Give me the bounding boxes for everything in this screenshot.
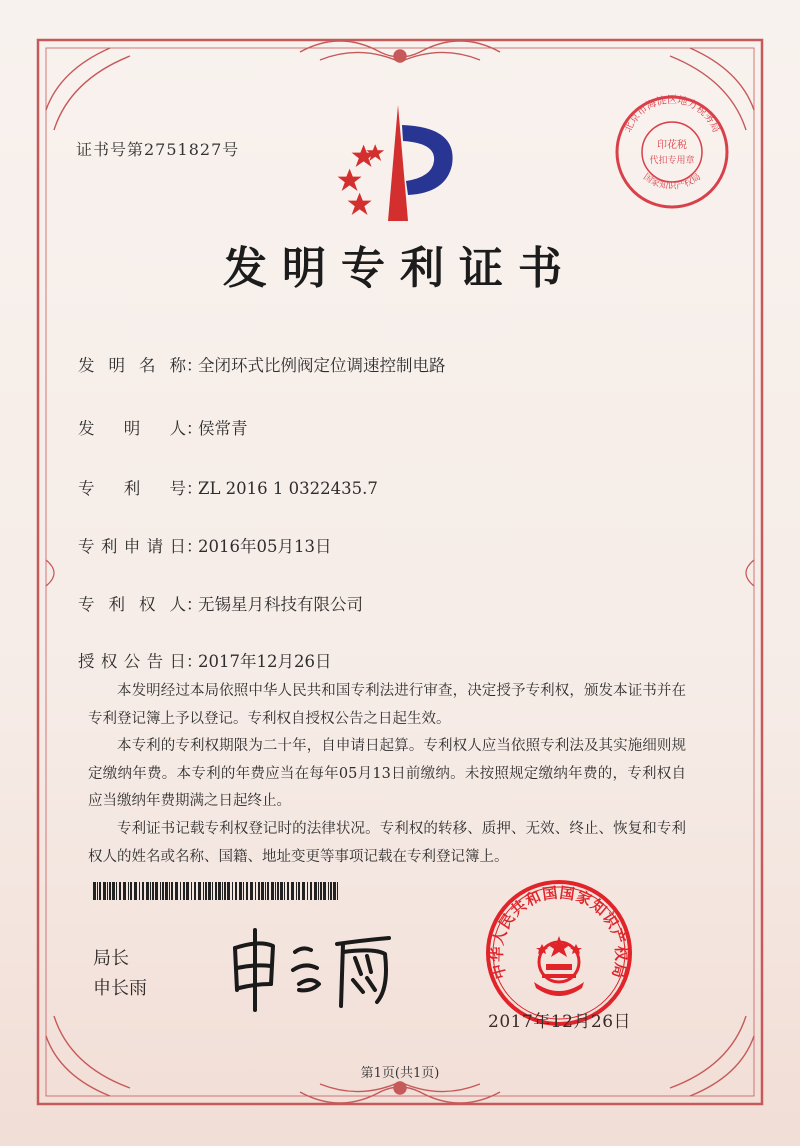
barcode-bar (186, 882, 189, 900)
barcode-bar (152, 882, 154, 900)
barcode-bar (314, 882, 317, 900)
barcode-bar (255, 882, 256, 900)
svg-text:北京市海淀区地方税务局 (622, 93, 722, 134)
field-label: 专利号 (78, 479, 186, 498)
field-application-date: 专利申请日：2016年05月13日 (78, 533, 331, 557)
barcode-bar (146, 882, 149, 900)
page-number: 第1页(共1页) (360, 1066, 440, 1081)
barcode-bar (267, 882, 269, 900)
barcode-bar (160, 882, 161, 900)
barcode-bar (227, 882, 230, 900)
barcode-bar (318, 882, 319, 900)
barcode-bar (265, 882, 266, 900)
barcode-bar (194, 882, 196, 900)
barcode-bar (175, 882, 178, 900)
barcode-bar (310, 882, 312, 900)
barcode-bar (128, 882, 129, 900)
barcode-bar (243, 882, 244, 900)
barcode-bar (169, 882, 170, 900)
barcode-bar (323, 882, 326, 900)
official-seal-icon (484, 878, 634, 1028)
tax-stamp-icon (612, 92, 732, 212)
barcode-bar (93, 882, 96, 900)
barcode-bar (198, 882, 201, 900)
barcode-bar (298, 882, 300, 900)
tax-stamp-inner-line2: 代扣专用章 (649, 156, 695, 166)
field-patent-number: 专利号：ZL 2016 1 0322435.7 (78, 475, 378, 499)
barcode-bar (296, 882, 297, 900)
barcode-bar (191, 882, 192, 900)
signatory-name: 申长雨 (93, 978, 147, 999)
barcode-bar (205, 882, 207, 900)
field-invention-name: 发明名称：全闭环式比例阀定位调速控制电路 (78, 352, 446, 376)
barcode-bar (302, 882, 305, 900)
tax-stamp-bottom-text: 国家知识产权局 (641, 172, 703, 192)
barcode-bar (99, 882, 101, 900)
barcode-bar (280, 882, 283, 900)
field-label: 发明名称 (78, 356, 186, 375)
barcode-bar (162, 882, 164, 900)
field-label: 授权公告日 (78, 652, 186, 671)
barcode-bar (150, 882, 151, 900)
barcode-bar (337, 882, 338, 900)
barcode-bar (218, 882, 221, 900)
barcode-bar (208, 882, 211, 900)
field-value: 2016年05月13日 (198, 537, 332, 556)
barcode-bar (271, 882, 274, 900)
barcode-bar (139, 882, 140, 900)
barcode-bar (235, 882, 237, 900)
barcode-bar (258, 882, 260, 900)
barcode-bar (224, 882, 226, 900)
barcode-bar (330, 882, 332, 900)
barcode-bar (134, 882, 137, 900)
barcode-bar (155, 882, 158, 900)
field-label: 专利权人 (78, 595, 186, 614)
field-value: 侯常青 (198, 419, 248, 438)
field-value: 全闭环式比例阀定位调速控制电路 (198, 356, 446, 375)
certificate-body (88, 678, 686, 871)
barcode-bar (277, 882, 279, 900)
body-paragraph: 本发明经过本局依照中华人民共和国专利法进行审查，决定授予专利权，颁发本证书并在专利登记簿上予以登记。专利权自授权公告之日起生效。 (88, 683, 686, 727)
barcode-bar (183, 882, 185, 900)
tax-stamp-outer-text: 北京市海淀区地方税务局 (622, 94, 722, 135)
barcode-bar (97, 882, 98, 900)
patent-office-emblem-icon (336, 103, 466, 223)
barcode-bar (284, 882, 285, 900)
barcode-bar (328, 882, 329, 900)
field-patentee: 专利权人：无锡星月科技有限公司 (78, 591, 363, 615)
signatory-title: 局长 (93, 948, 129, 969)
barcode-bar (275, 882, 276, 900)
seal-text: 中华人民共和国国家知识产权局 (487, 883, 631, 982)
barcode-bar (103, 882, 106, 900)
barcode-bar (287, 882, 289, 900)
barcode-bar (307, 882, 308, 900)
body-paragraph: 专利证书记载专利权登记时的法律状况。专利权的转移、质押、无效、终止、恢复和专利权人的姓名或名称、国籍、地址变更等事项记载在专利登记簿上。 (88, 820, 686, 865)
barcode-bar (212, 882, 213, 900)
barcode-bar (171, 882, 173, 900)
barcode-bar (246, 882, 248, 900)
page-title: 发明专利证书 (223, 243, 577, 294)
field-value: ZL 2016 1 0322435.7 (198, 479, 378, 498)
barcode-bar (222, 882, 223, 900)
barcode-bar (165, 882, 168, 900)
barcode-bar (333, 882, 336, 900)
barcode-bar (123, 882, 126, 900)
barcode-bar (180, 882, 181, 900)
barcode-bar (107, 882, 108, 900)
barcode-bar (261, 882, 264, 900)
field-value: 2017年12月26日 (198, 652, 332, 671)
field-label: 专利申请日 (78, 537, 186, 556)
barcode-bar (203, 882, 204, 900)
barcode-bar (130, 882, 132, 900)
barcode-bar (116, 882, 117, 900)
barcode (93, 882, 343, 900)
barcode-bar (109, 882, 111, 900)
barcode-bar (142, 882, 144, 900)
barcode-bar (119, 882, 121, 900)
tax-stamp-inner-line1: 印花税 (657, 140, 687, 151)
barcode-bar (112, 882, 115, 900)
barcode-bar (250, 882, 253, 900)
certificate-number: 证书号第2751827号 (76, 140, 240, 159)
barcode-bar (320, 882, 322, 900)
barcode-bar (215, 882, 217, 900)
seal-date: 2017年12月26日 (488, 1012, 632, 1032)
field-grant-date: 授权公告日：2017年12月26日 (78, 648, 331, 672)
body-paragraph: 本专利的专利权期限为二十年，自申请日起算。专利权人应当依照专利法及其实施细则规定缴纳年费。本专利的年费应当在每年05月13日前缴纳。未按照规定缴纳年费的，专利权自应当缴纳年费期满之日起终止。 (88, 738, 686, 810)
field-value: 无锡星月科技有限公司 (198, 595, 363, 614)
barcode-bar (232, 882, 233, 900)
barcode-bar (239, 882, 242, 900)
barcode-bar (291, 882, 294, 900)
field-inventor: 发明人：侯常青 (78, 415, 248, 439)
handwritten-signature (225, 918, 405, 1018)
field-label: 发明人 (78, 419, 186, 438)
